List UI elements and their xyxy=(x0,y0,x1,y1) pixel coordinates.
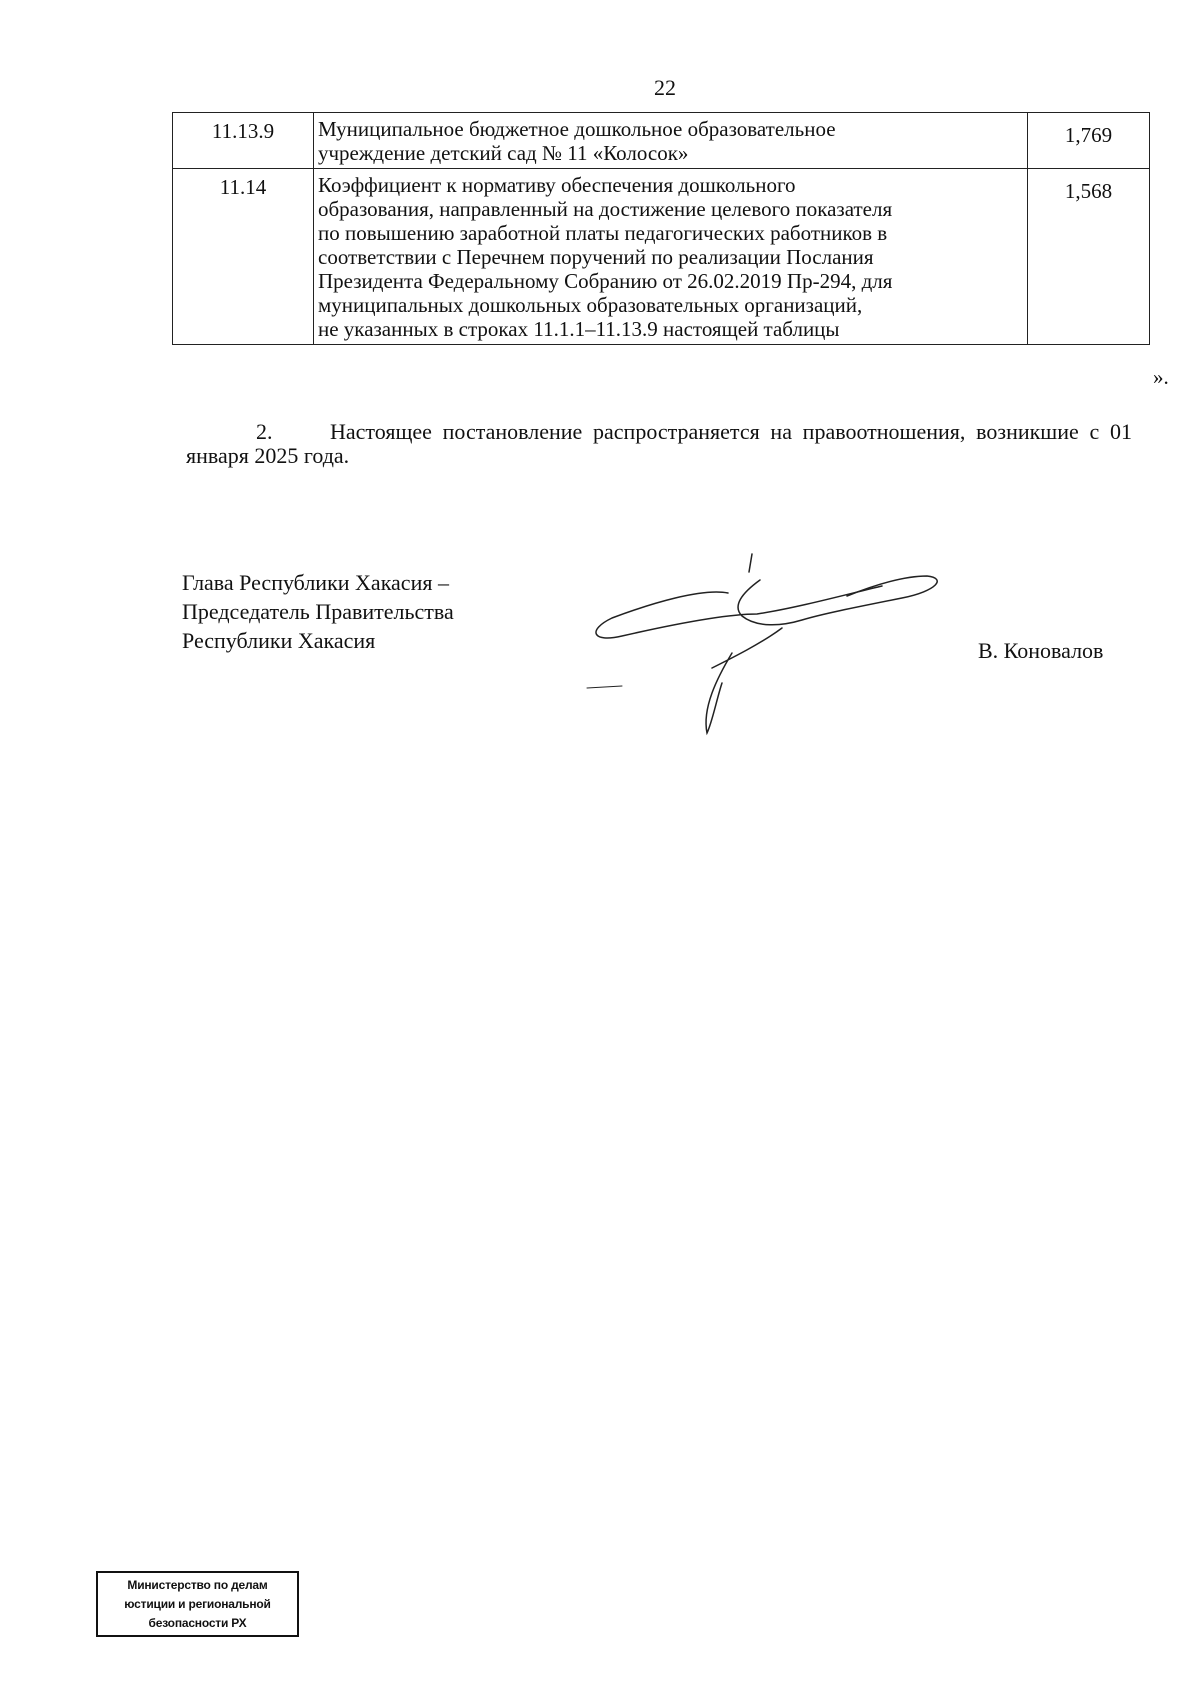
table-row xyxy=(173,113,1150,169)
coefficient-table xyxy=(172,112,1150,345)
row-name-line: не указанных в строках 11.1.1–11.13.9 настоящей таблицы xyxy=(318,317,840,341)
row-name-line: муниципальных дошкольных образовательных организаций, xyxy=(318,293,863,317)
row-name xyxy=(314,113,1028,169)
signature-stroke xyxy=(738,576,937,625)
row-name-line: соответствии с Перечнем поручений по реализации Послания xyxy=(318,245,874,269)
row-name-line: образования, направленный на достижение целевого показателя xyxy=(318,197,893,221)
signature-stroke xyxy=(587,686,622,688)
handwritten-signature xyxy=(582,548,962,748)
row-name xyxy=(314,169,1028,345)
row-name-line: Президента Федеральному Собранию от 26.02.2019 Пр-294, для xyxy=(318,269,893,293)
page-number: 22 xyxy=(654,75,676,100)
row-number: 11.13.9 xyxy=(173,113,314,169)
row-name-line: Муниципальное бюджетное дошкольное образовательное xyxy=(318,117,836,141)
signer-title-line: Председатель Правительства xyxy=(182,599,454,624)
row-value: 1,568 xyxy=(1028,169,1150,345)
signature-stroke xyxy=(712,628,782,668)
paragraph-text: Настоящее постановление распространяется на правоотношения, возникшие с 01 января 2025 года. xyxy=(186,419,1132,468)
signature-stroke xyxy=(749,554,752,572)
signer-name: В. Коновалов xyxy=(978,638,1104,663)
stamp-line: Министерство по делам xyxy=(127,1578,268,1592)
table-row xyxy=(173,169,1150,345)
closing-quote: ». xyxy=(1153,365,1169,389)
row-name-line: по повышению заработной платы педагогических работников в xyxy=(318,221,888,245)
registration-stamp xyxy=(96,1571,299,1637)
stamp-line: безопасности РХ xyxy=(148,1616,247,1630)
row-value: 1,769 xyxy=(1028,113,1150,169)
row-name-line: учреждение детский сад № 11 «Колосок» xyxy=(318,141,689,165)
row-name-line: Коэффициент к нормативу обеспечения дошкольного xyxy=(318,173,796,197)
stamp-line: юстиции и региональной xyxy=(124,1597,271,1611)
signer-title-line: Глава Республики Хакасия – xyxy=(182,570,449,595)
paragraph-2 xyxy=(186,420,1132,468)
paragraph-number: 2. xyxy=(256,419,273,444)
signer-title xyxy=(182,568,454,655)
signer-title-line: Республики Хакасия xyxy=(182,628,376,653)
row-number: 11.14 xyxy=(173,169,314,345)
